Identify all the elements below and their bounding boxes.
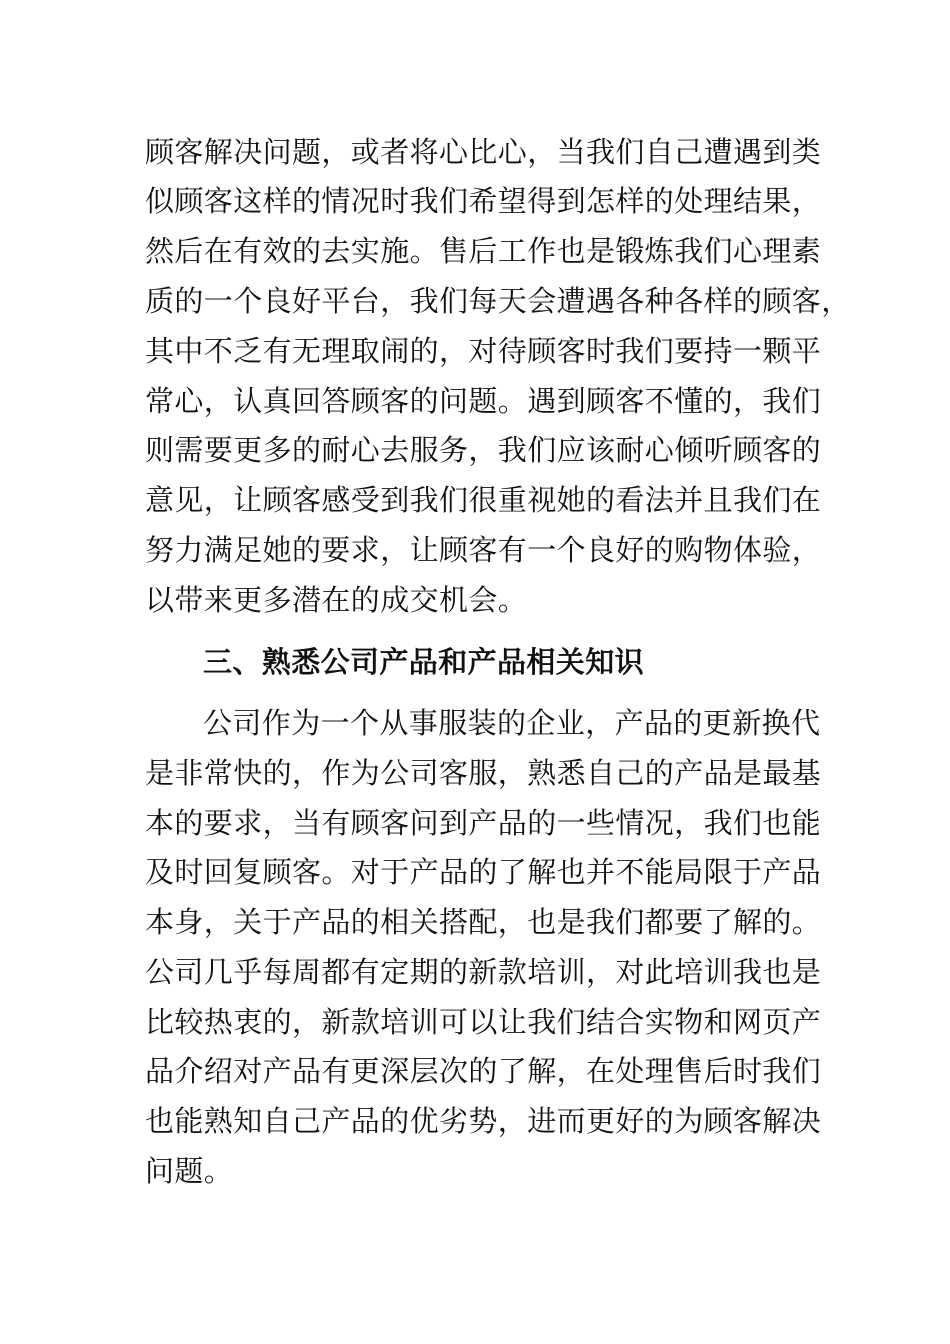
paragraph-line: 顾客解决问题，或者将心比心，当我们自己遭遇到类 bbox=[145, 135, 822, 169]
paragraph-line: 其中不乏有无理取闹的，对待顾客时我们要持一颗平 bbox=[145, 334, 822, 368]
paragraph-line: 公司作为一个从事服装的企业，产品的更新换代 bbox=[203, 706, 821, 740]
paragraph-line: 品介绍对产品有更深层次的了解，在处理售后时我们 bbox=[145, 1054, 822, 1088]
paragraph-line: 则需要更多的耐心去服务，我们应该耐心倾听顾客的 bbox=[145, 433, 822, 467]
paragraph-line: 公司几乎每周都有定期的新款培训，对此培训我也是 bbox=[145, 955, 822, 989]
paragraph-line: 以带来更多潜在的成交机会。 bbox=[145, 583, 528, 617]
paragraph-line: 似顾客这样的情况时我们希望得到怎样的处理结果， bbox=[145, 184, 822, 218]
paragraph-line: 意见，让顾客感受到我们很重视她的看法并且我们在 bbox=[145, 483, 822, 517]
paragraph-line: 本身，关于产品的相关搭配，也是我们都要了解的。 bbox=[145, 905, 822, 939]
paragraph-line: 也能熟知自己产品的优劣势，进而更好的为顾客解决 bbox=[145, 1104, 822, 1138]
paragraph-line: 常心，认真回答顾客的问题。遇到顾客不懂的，我们 bbox=[145, 384, 822, 418]
paragraph-line: 问题。 bbox=[145, 1154, 234, 1188]
paragraph-line: 是非常快的，作为公司客服，熟悉自己的产品是最基 bbox=[145, 756, 822, 790]
paragraph-line: 努力满足她的要求，让顾客有一个良好的购物体验， bbox=[145, 533, 822, 567]
paragraph-line: 然后在有效的去实施。售后工作也是锻炼我们心理素 bbox=[145, 234, 822, 268]
paragraph-line: 及时回复顾客。对于产品的了解也并不能局限于产品 bbox=[145, 855, 822, 889]
paragraph-line: 比较热衷的，新款培训可以让我们结合实物和网页产 bbox=[145, 1005, 822, 1039]
paragraph-line: 本的要求，当有顾客问到产品的一些情况，我们也能 bbox=[145, 806, 822, 840]
paragraph-line: 质的一个良好平台，我们每天会遭遇各种各样的顾客， bbox=[145, 284, 851, 318]
section-heading: 三、熟悉公司产品和产品相关知识 bbox=[203, 645, 645, 679]
